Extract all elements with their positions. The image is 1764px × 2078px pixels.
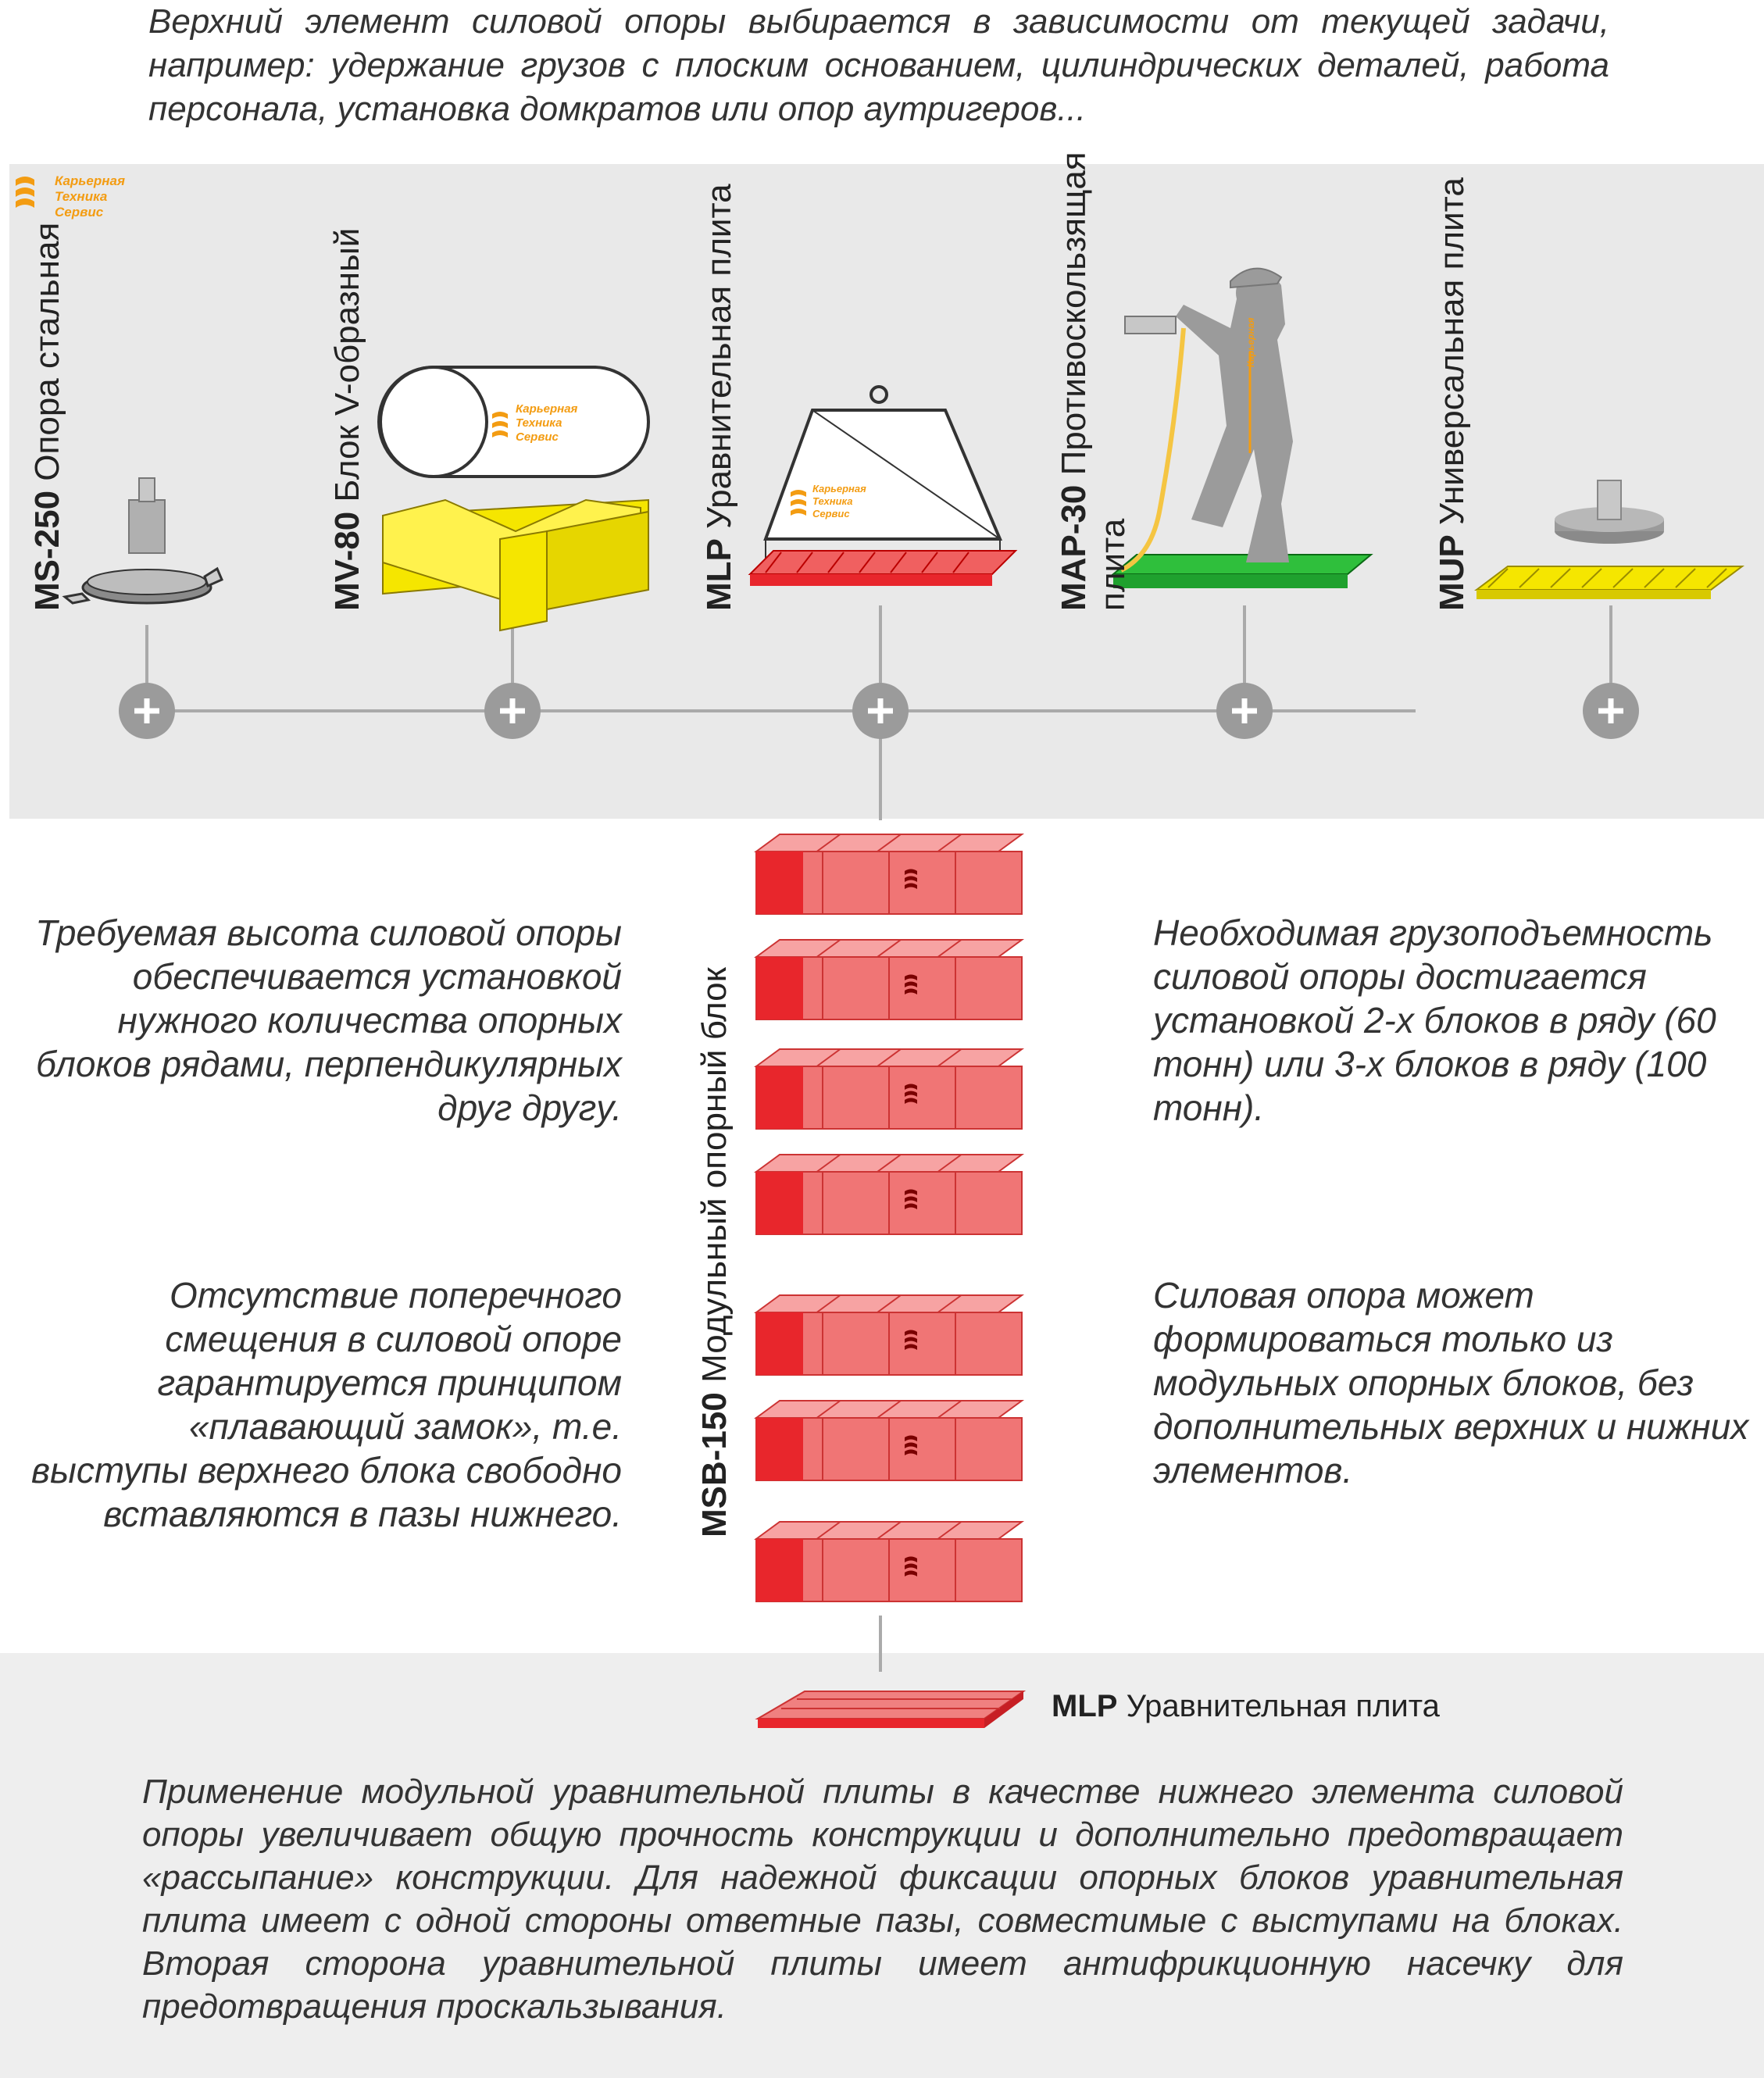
left-text-floating-lock: Отсутствие поперечного смещения в силовой опоре гарантируется принципом «плавающий замок», т.е. выступы верхнего блока свободно вставляются в пазы нижнего. xyxy=(30,1275,622,1534)
svg-text:Карьерная: Карьерная xyxy=(812,483,866,495)
modular-block xyxy=(756,1295,1022,1375)
universal-plate-illustration xyxy=(1477,480,1742,599)
modular-block xyxy=(756,1522,1022,1601)
leveling-plate-illustration xyxy=(750,387,1016,586)
plus-icon[interactable] xyxy=(119,683,175,739)
modular-block xyxy=(756,1155,1022,1234)
modular-block-stack xyxy=(756,834,1022,1601)
svg-text:Техника: Техника xyxy=(812,495,853,507)
steel-support-illustration xyxy=(65,478,222,603)
plus-icon[interactable] xyxy=(852,683,909,739)
bottom-text: Применение модульной уравнительной плиты в качестве нижнего элемента силовой опоры увеличивает общую прочность конструкции и дополнительно предотвращает «рассыпание» конструкции. Для надежной фиксации опорных блоков уравнительная плита имеет с одной стороны ответные пазы, совместимые с выступами на блоках. Вторая сторона уравнительной плиты имеет антифрикционную насечку для предотвращения проскальзывания. xyxy=(142,1773,1623,2026)
label-ms-250: MS-250 Опора стальная xyxy=(28,222,66,611)
label-msb-150: MSB-150 Модульный опорный блок xyxy=(695,967,734,1537)
svg-text:Техника: Техника xyxy=(516,416,562,430)
plus-icon[interactable] xyxy=(484,683,541,739)
modular-block xyxy=(756,834,1022,914)
svg-text:Карьерная: Карьерная xyxy=(516,402,578,416)
svg-text:Карьерная: Карьерная xyxy=(1245,317,1256,367)
intro-text: Верхний элемент силовой опоры выбирается в зависимости от текущей задачи, например: удержание грузов с плоским основанием, цилиндрических деталей, работа персонала, установка домкратов или опор аутригеров... xyxy=(148,2,1609,128)
bottom-leveling-plate-illustration xyxy=(758,1691,1023,1728)
right-text-only-blocks: Силовая опора может формироваться только из модульных опорных блоков, без дополнительных верхних и нижних элементов. xyxy=(1153,1275,1749,1491)
svg-text:Сервис: Сервис xyxy=(516,430,559,444)
label-mv-80: MV-80 Блок V-образный xyxy=(328,227,366,611)
label-mlp: MLP Уравнительная плита xyxy=(700,184,738,611)
v-block-illustration xyxy=(379,367,648,630)
plus-icon[interactable] xyxy=(1216,683,1273,739)
modular-block xyxy=(756,1401,1022,1480)
plus-icon[interactable] xyxy=(1583,683,1639,739)
anti-slip-plate-illustration xyxy=(1113,269,1371,588)
svg-text:Сервис: Сервис xyxy=(812,508,850,520)
right-text-capacity: Необходимая грузоподъемность силовой опоры достигается установкой 2-х блоков в ряду (60 тонн) или 3-х блоков в ряду (100 тонн). xyxy=(1153,912,1716,1128)
logo-text: Карьерная Техника Сервис xyxy=(55,173,125,220)
label-map-30: MAP-30 Противоскользящая плита xyxy=(1055,152,1132,611)
label-bottom-mlp: MLP Уравнительная плита xyxy=(1052,1689,1440,1723)
left-text-height: Требуемая высота силовой опоры обеспечивается установкой нужного количества опорных блоков рядами, перпендикулярных друг другу. xyxy=(35,912,622,1128)
modular-block xyxy=(756,1049,1022,1129)
label-mup: MUP Универсальная плита xyxy=(1433,177,1471,611)
modular-block xyxy=(756,940,1022,1019)
